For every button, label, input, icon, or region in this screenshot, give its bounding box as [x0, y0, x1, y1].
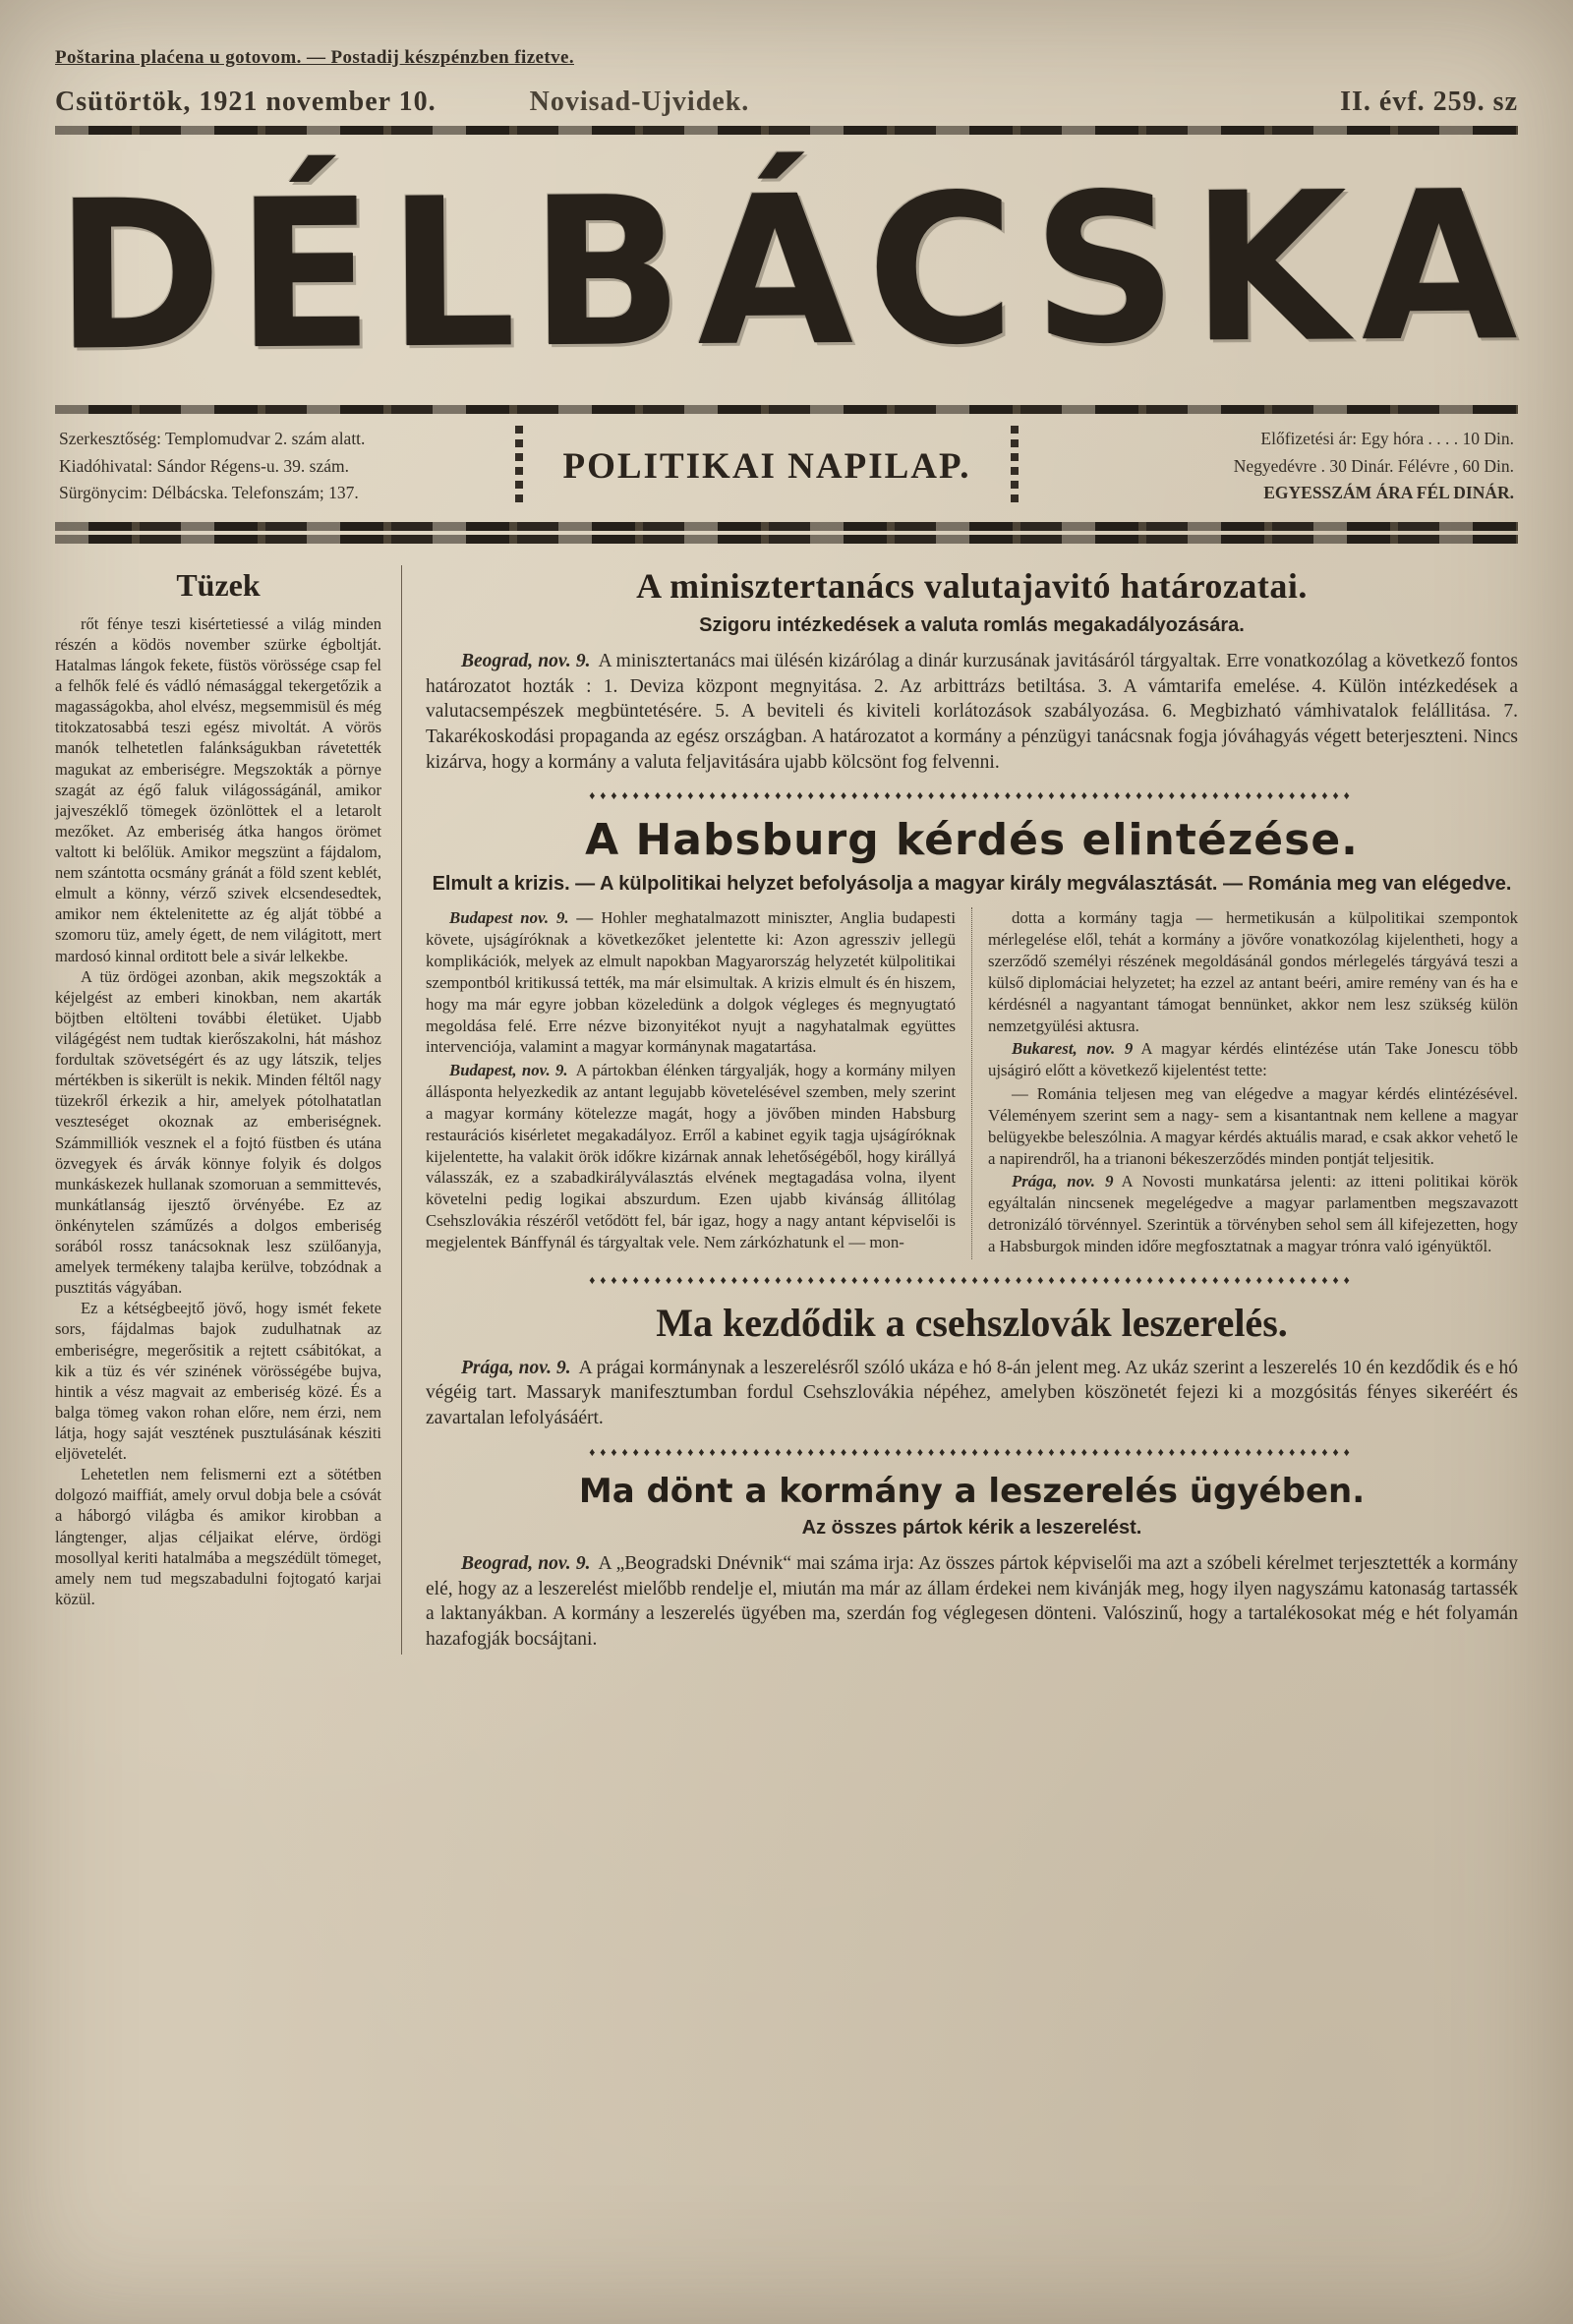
subscription-info [1030, 426, 1514, 505]
article-paragraph: Ez a kétségbeejtő jövő, hogy ismét fekete sors, fájdalmas bajok zudulhatnak az emberiségre, megerősitik a rejtett csábitókat, a kik a tüz és vér szinének vörösségébe bujva, hintik a vész magvait az emberiség közé. És a balga tömeg vakon rohan előre, nem érzi, nem látja, hogy saját vesztének pusztulásának késziti eljövetelét. [55, 1299, 381, 1464]
article-title: Ma dönt a kormány a leszerelés ügyében. [578, 1471, 1366, 1511]
dateline: Budapest, nov. 9. [449, 1061, 568, 1080]
dateline: Beograd, nov. 9. [461, 1552, 591, 1574]
paragraph-text: A pártokban élénken tárgyalják, hogy a kormány milyen állásponta helyezkedik az antant legujabb követelésével szemben, mely szerint a magyar kormány kötelezze magát, hogy a jövőben minden Habsburg restaurációs kisérletet megakadályoz. Erről a kabinet egyik tagja ujságíróknak kijelentette, ha valakit örök időkre kizárnak annak lehetőségéből, hogy királlyá válasszák, ez a szabadkirályválasztás elvének megtagadása volna, ilyent követelni pedig logikai abszurdum. Ezen ujabb kivánság állitólag Csehszlovákia részéről vetődött fel, bár igaz, hogy a nagy antant képviselői is megjelentek Bánffynál és tárgyaltak vele. Nem zárkózhatunk el — mon- [426, 1061, 956, 1251]
article-paragraph [426, 649, 1518, 776]
dateline: Beograd, nov. 9. [461, 650, 591, 671]
rule-band-top [55, 126, 1518, 135]
paragraph-text: Hohler meghatalmazott miniszter, Anglia budapesti követe, ujságíróknak a következőket jelentette ki: Azon agressziv jellegü komplikációk, melyek az elmult napokban Magyarország helyzetét külpolitikai szempontból kritikussá tették, ma már elsimultak. A krizis elmult és én hiszem, hogy ma már egyre jobban közeledünk a dolgok végleges és megnyugtató megoldása felé. Erre nézve bizonyitékot nyujt a nagyhatalmak együttes intervenciója, valamint a magyar kormánynak magatartása. [426, 908, 956, 1057]
habsburg-right-column [971, 907, 1518, 1258]
left-column-article-tuzek [55, 565, 402, 1655]
vertical-divider-right [1011, 426, 1019, 505]
date-row [55, 87, 1518, 118]
article-title: A Habsburg kérdés elintézése. [585, 815, 1359, 866]
article-paragraph [426, 1551, 1518, 1653]
rule-band-below-info [55, 522, 1518, 544]
dateline: Prága, nov. 9. [461, 1357, 571, 1378]
publication-date: Csütörtök, 1921 november 10. [55, 87, 437, 117]
article-habsburg [426, 815, 1518, 1258]
article-valuta [426, 565, 1518, 776]
subscription-quarterly: Negyedévre . 30 Dinár. Félévre , 60 Din. [1233, 455, 1514, 476]
subscription-monthly: Előfizetési ár: Egy hóra . . . . 10 Din. [1260, 429, 1514, 449]
rule-band [55, 522, 1518, 531]
info-box [55, 414, 1518, 517]
article-paragraph [426, 1060, 956, 1252]
article-cseh-leszereles [426, 1300, 1518, 1431]
paragraph-text: A minisztertanács mai ülésén kizárólag a dinár kurzusának javitásáról tárgyaltak. Erre vonatkozólag a következő fontos határozatot hozták : 1. Deviza központ megnyitása. 2. Az arbittrázs betiltása. 3. A vámtarifa emelése. 4. Külön intézkedések a valutacsempészek megbüntetésére. 5. A beviteli és kiviteli korlátozások szabályozása. 6. Megbizható vámhivatalok felállitása. 7. Takarékoskodási propaganda az egész országban. A határozatot a kormány a pénzügyi tanácsnak fogja jóváhagyás végett beterjeszteni. Nincs kizárva, hogy a kormány a valuta feljavitására ujabb kölcsönt fog felvenni. [426, 650, 1518, 773]
main-content [55, 565, 1518, 1655]
rule-band-above-info [55, 405, 1518, 414]
publisher-address: Kiadóhivatal: Sándor Régens-u. 39. szám. [59, 455, 350, 476]
issue-number: II. évf. 259. sz [1340, 87, 1518, 117]
article-paragraph [988, 1038, 1518, 1081]
masthead-title: DÉLBÁCSKA [54, 147, 1532, 397]
dateline: Prága, nov. 9 [1012, 1172, 1114, 1191]
article-paragraph [988, 907, 1518, 1036]
paragraph-text: A prágai kormánynak a leszerelésről szóló ukáza e hó 8-án jelent meg. Az ukáz szerint a leszerelés 10 én kezdődik és e hó végéig tart. Massaryk manifesztumban fordul Csehszlovákia népéhez, amelyben köszönetét fejezi ki a mozgósitás fényes sikeréért és zavartalan lefolyásáért. [426, 1357, 1518, 1429]
ornament-separator: ♦♦♦♦♦♦♦♦♦♦♦♦♦♦♦♦♦♦♦♦♦♦♦♦♦♦♦♦♦♦♦♦♦♦♦♦♦♦♦♦♦♦♦♦♦♦♦♦♦♦♦♦♦♦♦♦♦♦♦♦♦♦♦♦♦♦♦♦♦♦ [589, 1444, 1355, 1459]
editorial-address: Szerkesztőség: Templomudvar 2. szám alatt. [59, 429, 366, 449]
article-title: Ma kezdődik a csehszlovák leszerelés. [656, 1300, 1288, 1345]
single-copy-price: EGYESSZÁM ÁRA FÉL DINÁR. [1263, 482, 1514, 502]
paragraph-text: — Románia teljesen meg van elégedve a magyar kérdés elintézésével. Véleményem szerint sem a nagy- sem a kisantantnak nem kellene a magyar belügyekbe beleszólnia. A magyar kérdés aktuális marad, e csak akkor vehető le a napirendről, ha a trianoni békeszerződés minden pontját teljesitik. [988, 1084, 1518, 1168]
article-paragraph [426, 907, 956, 1058]
article-subtitle: Az összes pártok kérik a leszerelést. [801, 1516, 1142, 1539]
paragraph-text: A Novosti munkatársa jelenti: az itteni politikai körök egyáltalán nincsenek megelégedve a magyar parlamentben megszavazott detronizáló törvénnyel. Szerintük a törvényben sehol sem áll kifejezetten, hogy a Habsburgok minden időre megfosztatnak a magyar trónra való igényüktől. [988, 1172, 1518, 1255]
article-ma-dont [426, 1472, 1518, 1653]
article-paragraph: rőt fénye teszi kisértetiessé a világ minden részén a ködös november szürke égboltját. Hatalmas lángok fekete, füstös vörössége csap fel a felhők felé és vádló némasággal tekergetőzik a magasságokba, ahol elvész, megsemmisül és még titokzatosabbá teszi egész mivoltát. A vörös manók telhetetlen falánkságukban rávetették magukat az emberiségre. Megszokták a pörnye szagát az égő faluk világosságánál, amikor jajveszéklő tömegek özönlöttek el a letarolt mezőket. Az emberiség átka hangos örömet valtott ki belőlük. Amikor megszünt a fájdalom, nem szántotta ocsmány gránát a föld szent keblét, elmult a könny, vérző szivek elcsendesedtek, amikor nem éktelenitette az ég alját többé a szomoru tüz, amely égett, de nem világitott, mert mardosó kinnal orditott bele a sivár lelkekbe. [55, 613, 381, 965]
article-subtitle: Elmult a krizis. — A külpolitikai helyzet befolyásolja a magyar király megválasztását. — Románia meg van elégedve. [432, 873, 1512, 896]
article-paragraph [988, 1171, 1518, 1256]
telegraph-phone: Sürgönycim: Délbácska. Telefonszám; 137. [59, 482, 359, 502]
article-subtitle: Szigoru intézkedések a valuta romlás megakadályozására. [699, 613, 1245, 636]
article-paragraph [426, 1356, 1518, 1431]
article-paragraph: A tüz ördögei azonban, akik megszokták a kéjelgést az emberi kinokban, nem akarták böjtben eltölteni további életüket. Ujabb világégést nem tudtak kierőszakolni, hát máshoz fordultak szövetségért és az ugy látszik, teljes mértékben is sikerült is nekik. Minden féltől nagy tüzekről érkezik a hir, amelyek pótolhatatlan veszteséget okoznak az emberiségnek. Számmilliók vesznek el a fojtó füstben és utána özvegyek és árvák könnye folyik és dolgos munkáskezek hullanak szomoruan a semmittevés, munkátlanság ijesztő örvényébe. Ez az önkénytelen száműzés a dolgos emberiség sorából rossz tanácsoknak lesz szülőanyja, amelyek termékeny talajba kerülve, tobzódnak a pusztitás vágyában. [55, 966, 381, 1298]
article-title: Tüzek [176, 566, 261, 603]
postage-notice: Poštarina plaćena u gotovom. — Postadij készpénzben fizetve. [55, 47, 574, 68]
dateline: Bukarest, nov. 9 [1012, 1039, 1134, 1059]
vertical-divider-left [515, 426, 523, 505]
right-column [402, 565, 1518, 1655]
paragraph-text: A magyar kérdés elintézése után Take Jonescu több ujságiró előtt a következő kijelentést tette: [988, 1039, 1518, 1080]
dateline: Budapest nov. 9. — [449, 908, 594, 928]
article-paragraph [988, 1083, 1518, 1169]
ornament-separator: ♦♦♦♦♦♦♦♦♦♦♦♦♦♦♦♦♦♦♦♦♦♦♦♦♦♦♦♦♦♦♦♦♦♦♦♦♦♦♦♦♦♦♦♦♦♦♦♦♦♦♦♦♦♦♦♦♦♦♦♦♦♦♦♦♦♦♦♦♦♦ [589, 788, 1355, 803]
paragraph-text: A „Beogradski Dnévnik“ mai száma irja: Az összes pártok képviselői ma azt a szóbeli kérelmet terjesztették a kormány elé, hogy az a leszerelést mielőbb rendelje el, miután ma már az állam érdekei nem kivánják meg, hogy ilyen nagyszámu katonaság tartassék a laktanyákban. A kormány a leszerelés ügyében ma, szerdán fog véglegesen dönteni. Valószinű, hogy a tartalékosokat még e hét folyamán hazafogják bocsájtani. [426, 1552, 1518, 1651]
paragraph-text: dotta a kormány tagja — hermetikusán a külpolitikai szempontok mérlegelése elől, tehát a kormány a jövőre vonatkozólag kijelentheti, hogy a szerződő személyi részének megoldásánál gondos mérlegelés tárgyává teszi a külső diplomáciai helyzetet; ha ezzel az antant beéri, amire remény van és ha e kérdésnél a nagyantant támogat bennünket, akkor nem lesz szükség külön nemzetgyülési aktusra. [988, 908, 1518, 1035]
editorial-info [59, 426, 503, 505]
paper-subtitle: POLITIKAI NAPILAP. [562, 445, 971, 487]
habsburg-two-columns [426, 907, 1518, 1258]
habsburg-left-column [426, 907, 971, 1258]
ornament-separator: ♦♦♦♦♦♦♦♦♦♦♦♦♦♦♦♦♦♦♦♦♦♦♦♦♦♦♦♦♦♦♦♦♦♦♦♦♦♦♦♦♦♦♦♦♦♦♦♦♦♦♦♦♦♦♦♦♦♦♦♦♦♦♦♦♦♦♦♦♦♦ [589, 1272, 1355, 1287]
article-title: A minisztertanács valutajavitó határozatai. [636, 565, 1308, 606]
publication-place: Novisad-Ujvidek. [529, 87, 750, 117]
rule-band [55, 535, 1518, 544]
article-paragraph: Lehetetlen nem felismerni ezt a sötétben dolgozó maiffiát, amely orvul dobja bele a csóvát a háborgó világba és amikor kirobban a lángtenger, aljas céljaikat elérve, ördögi mosollyal keriti hatalmába a megszédült tömeget, amely nem tud megszabadulni fojtogató karjai közül. [55, 1465, 381, 1608]
